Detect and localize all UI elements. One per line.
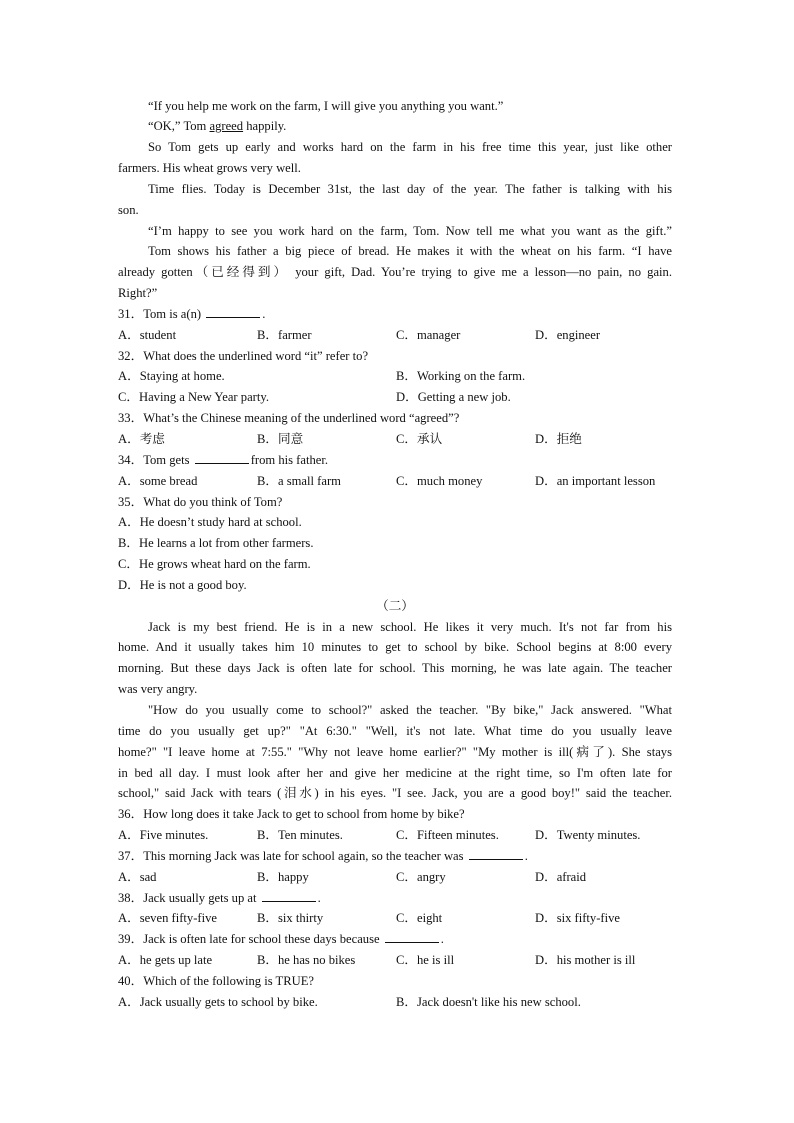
option: A．考虑 [118, 432, 165, 446]
passage-line: Time flies. Today is December 31st, the last day of the year. The father is talking with his [148, 181, 672, 196]
passage-line: already gotten（已经得到） your gift, Dad. You’re trying to give me a lesson—no pain, no gain. [118, 265, 672, 280]
option: B．He learns a lot from other farmers. [118, 536, 314, 551]
passage-line: home?" "I leave home at 7:55." "Why not leave home earlier?" "My mother is ill(病了). She stays [118, 744, 672, 759]
answer-blank [206, 305, 260, 318]
answer-blank [469, 847, 523, 860]
option: D．afraid [535, 869, 587, 884]
passage-line: time do you usually get up?" "At 6:30." "Well, it's not late. What time do you usually leave [118, 723, 672, 738]
question-text: 35．What do you think of Tom? [118, 494, 283, 509]
question-stem [118, 346, 672, 367]
option: A．he gets up late [118, 953, 213, 968]
question-text: . [317, 890, 321, 905]
passage-line: was very angry. [118, 682, 198, 697]
answer-blank [262, 889, 316, 902]
option: D．his mother is ill [535, 953, 636, 968]
question-stem [118, 492, 672, 513]
option: A．seven fifty-five [118, 911, 217, 926]
option: B．同意 [257, 432, 304, 446]
underlined-word: agreed [209, 119, 244, 134]
question-text: 34．Tom gets [118, 452, 193, 467]
question-stem [118, 971, 672, 992]
text-segment: happily. [243, 119, 287, 134]
option: D．Getting a new job. [396, 390, 511, 405]
question-text: 33．What’s the Chinese meaning of the underlined word “agreed”? [118, 411, 460, 426]
options-row [118, 950, 672, 971]
passage-line: in bed all day. I must look after her and give her medicine at the right time, so I'm often late for [118, 765, 672, 780]
question-stem [118, 846, 672, 867]
section-title: （二） [376, 598, 414, 613]
question-text: 40．Which of the following is TRUE? [118, 973, 314, 988]
options-row [118, 908, 672, 929]
option: B．he has no bikes [257, 953, 356, 968]
option: B．happy [257, 869, 309, 884]
options-row [118, 825, 672, 846]
passage-line [118, 116, 672, 137]
option: D．an important lesson [535, 473, 656, 488]
option: C．angry [396, 869, 446, 884]
option: C．Fifteen minutes. [396, 828, 499, 843]
question-text: 37．This morning Jack was late for school again, so the teacher was [118, 848, 467, 863]
option: C．manager [396, 327, 461, 342]
option: B．Ten minutes. [257, 828, 343, 843]
options-row [118, 366, 672, 387]
question-text: . [440, 932, 444, 947]
question-text: 31．Tom is a(n) [118, 306, 205, 321]
option: D．engineer [535, 327, 601, 342]
passage-line: school," said Jack with tears (泪水) in his eyes. "I see. Jack, you are a good boy!" said the teacher. [118, 786, 672, 801]
passage-line: Right?” [118, 286, 158, 301]
question-text: 39．Jack is often late for school these days because [118, 932, 383, 947]
question-text: . [524, 848, 528, 863]
option: C．He grows wheat hard on the farm. [118, 557, 311, 572]
exam-page [118, 96, 672, 1013]
answer-blank [195, 451, 249, 464]
option: A．He doesn’t study hard at school. [118, 515, 302, 530]
option: D．six fifty-five [535, 911, 620, 926]
options-row [118, 429, 672, 450]
option: A．Jack usually gets to school by bike. [118, 994, 318, 1009]
passage-line: “If you help me work on the farm, I will give you anything you want.” [148, 98, 504, 113]
option: A．Staying at home. [118, 369, 225, 384]
question-stem [118, 408, 672, 429]
option: C．承认 [396, 432, 443, 446]
option: A．some bread [118, 473, 198, 488]
question-stem [118, 304, 672, 325]
option: B．farmer [257, 327, 312, 342]
answer-blank [385, 930, 439, 943]
question-text: 32．What does the underlined word “it” refer to? [118, 348, 369, 363]
options-row [118, 471, 672, 492]
option: B．Working on the farm. [396, 369, 526, 384]
option: A．Five minutes. [118, 828, 209, 843]
options-row [118, 387, 672, 408]
option: D．He is not a good boy. [118, 577, 247, 592]
passage-line: son. [118, 202, 139, 217]
question-stem [118, 804, 672, 825]
option: B．a small farm [257, 473, 341, 488]
question-text: . [262, 306, 266, 321]
option: A．sad [118, 869, 157, 884]
passage-line: Jack is my best friend. He is in a new school. He likes it very much. It's not far from his [148, 619, 672, 634]
option: D．Twenty minutes. [535, 828, 641, 843]
option: C．eight [396, 911, 443, 926]
question-text: 38．Jack usually gets up at [118, 890, 260, 905]
options-row [118, 325, 672, 346]
question-stem [118, 450, 672, 471]
question-text: from his father. [250, 452, 328, 467]
option: C．he is ill [396, 953, 455, 968]
options-row [118, 992, 672, 1013]
passage-line: “I’m happy to see you work hard on the farm, Tom. Now tell me what you want as the gift.” [148, 223, 672, 238]
options-row [118, 867, 672, 888]
question-stem [118, 929, 672, 950]
option: B．Jack doesn't like his new school. [396, 994, 581, 1009]
option: A．student [118, 327, 177, 342]
passage-line: morning. But these days Jack is often late for school. This morning, he was late again. The teacher [118, 661, 672, 676]
option: C．Having a New Year party. [118, 390, 269, 405]
option: D．拒绝 [535, 432, 582, 446]
question-text: 36．How long does it take Jack to get to school from home by bike? [118, 807, 465, 822]
passage-line: "How do you usually come to school?" asked the teacher. "By bike," Jack answered. "What [148, 702, 672, 717]
passage-line: Tom shows his father a big piece of bread. He makes it with the wheat on his farm. “I have [148, 244, 672, 259]
option: B．six thirty [257, 911, 324, 926]
question-stem [118, 888, 672, 909]
passage-line: farmers. His wheat grows very well. [118, 161, 301, 176]
option: C．much money [396, 473, 483, 488]
passage-line: So Tom gets up early and works hard on the farm in his free time this year, just like other [148, 140, 672, 155]
passage-line: home. And it usually takes him 10 minutes to get to school by bike. School begins at 8:00 every [118, 640, 672, 655]
text-segment: “OK,” Tom [148, 119, 210, 134]
